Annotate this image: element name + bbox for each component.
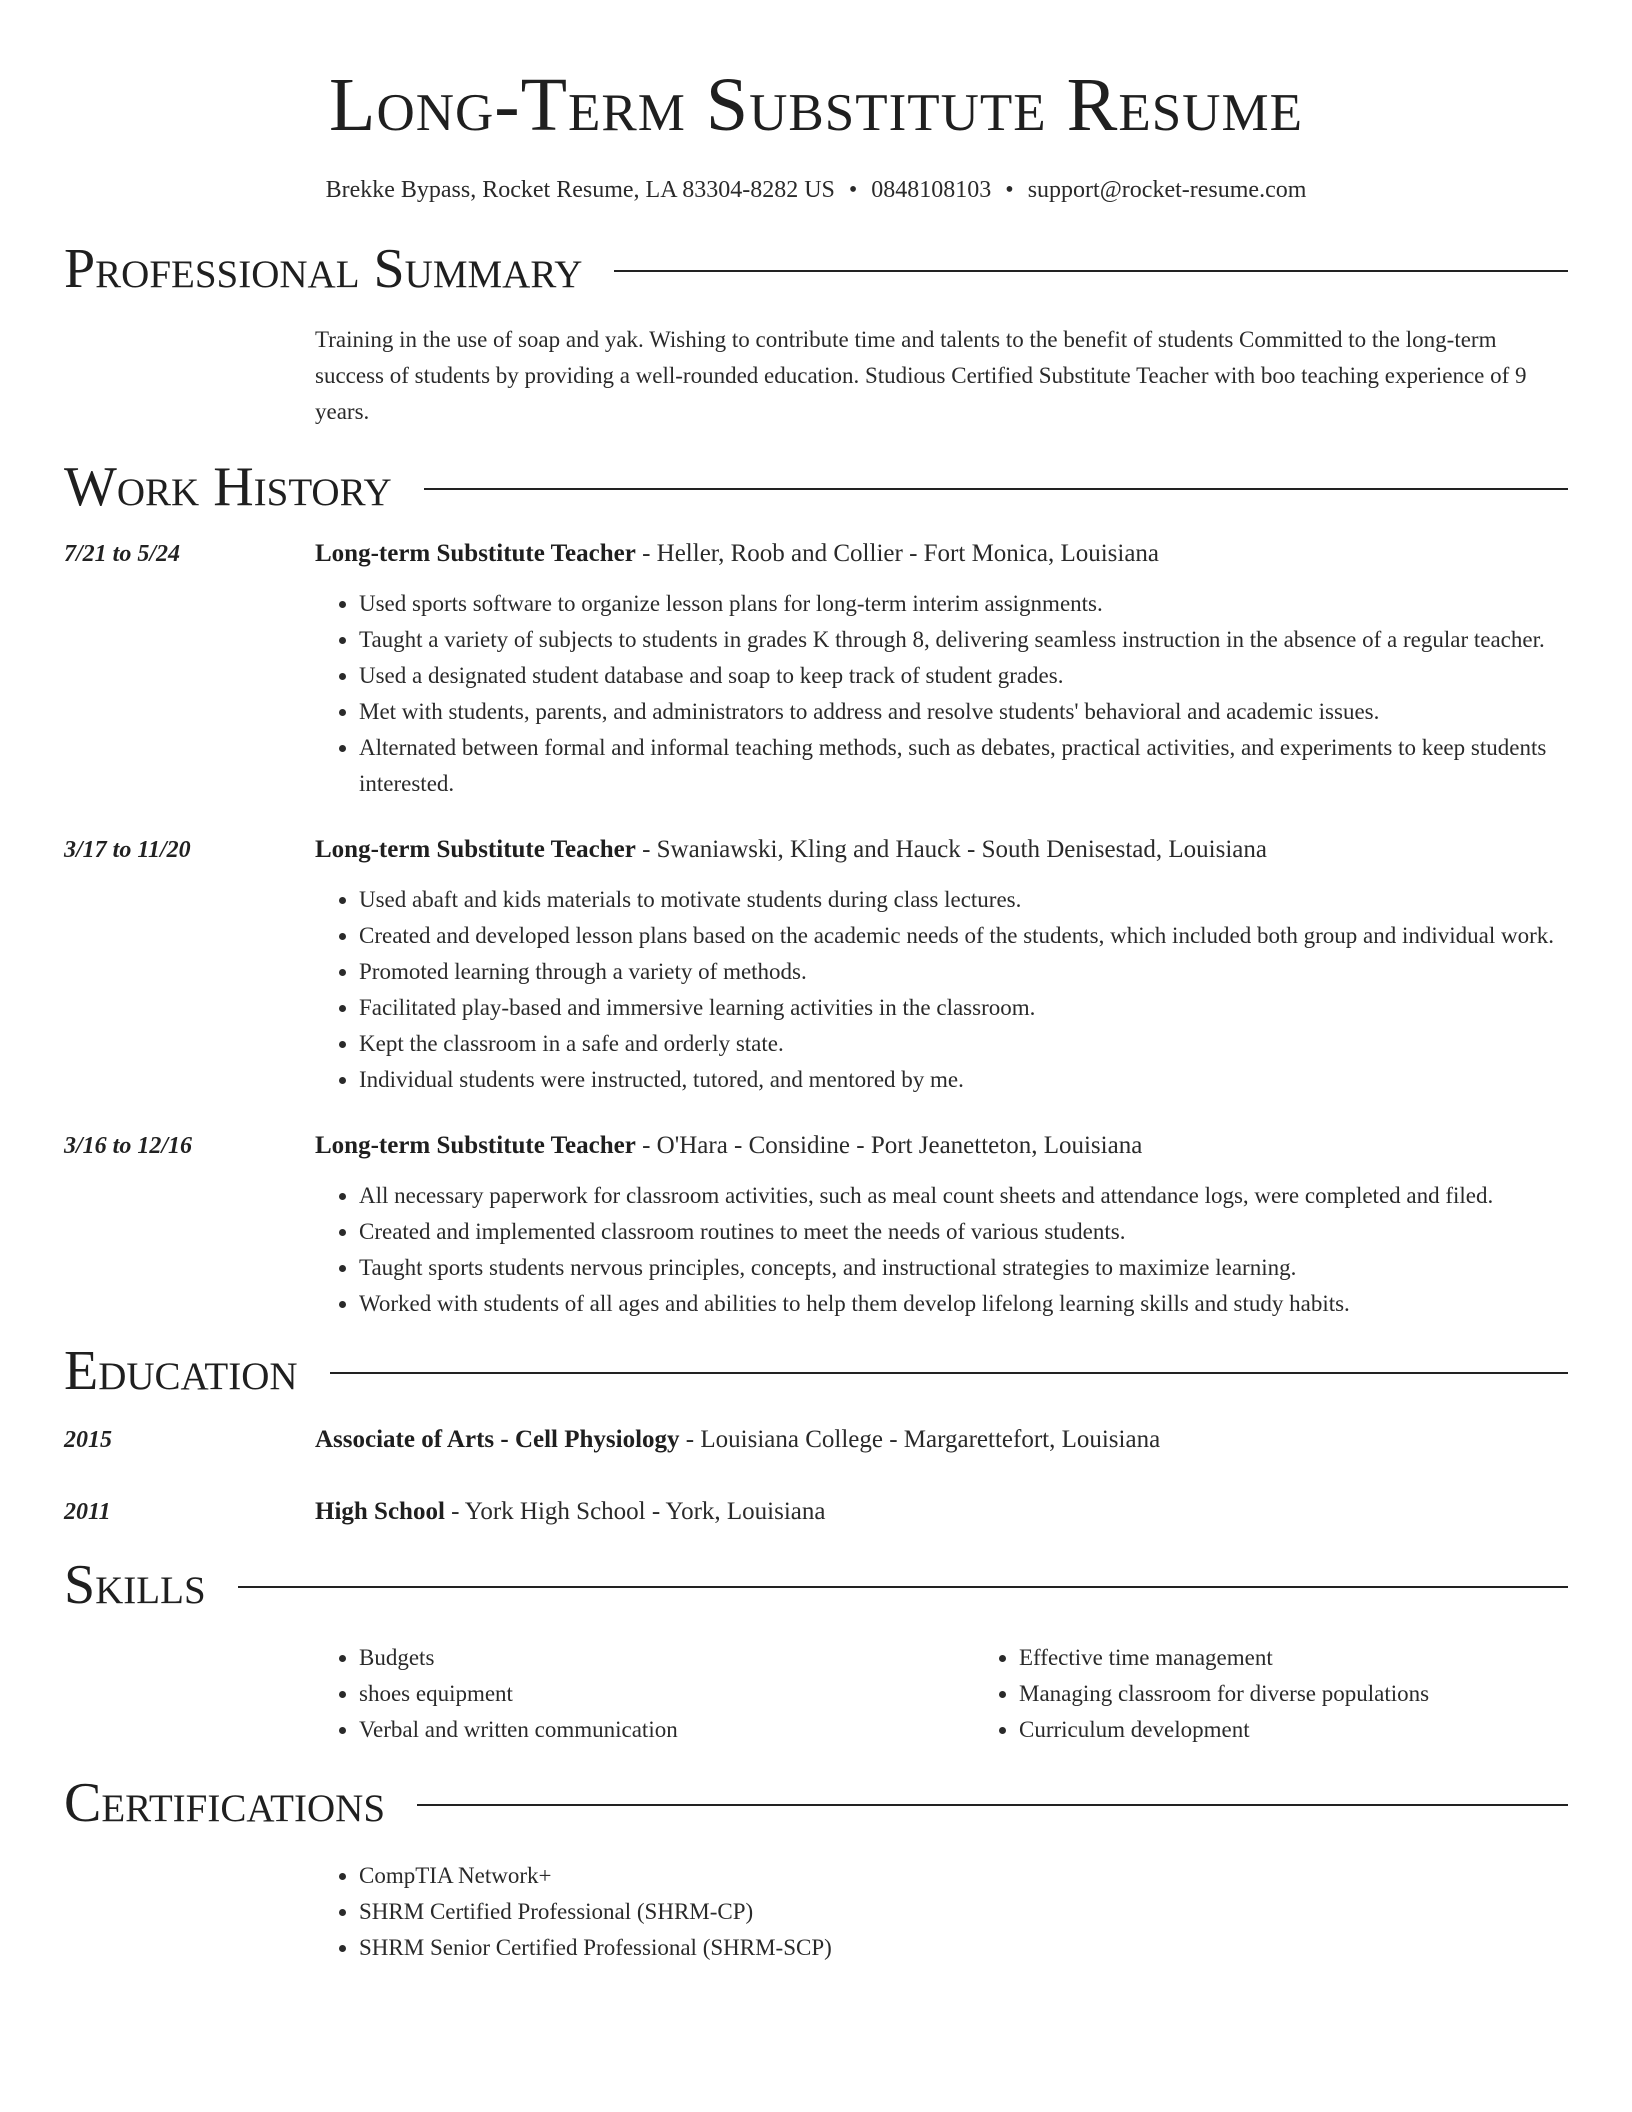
job-bullet: • Kept the classroom in a safe and orderly state.: [359, 1026, 1568, 1062]
skill-item: • Managing classroom for diverse populations: [1019, 1676, 1632, 1712]
skills-columns: [315, 1640, 1632, 1748]
job-entry: [64, 832, 1568, 1098]
section-divider: [614, 270, 1568, 272]
certifications-left-column: [64, 1858, 315, 1966]
skills-list-right: [975, 1640, 1632, 1748]
skill-item: • Effective time management: [1019, 1640, 1632, 1676]
job-title: Long-term Substitute Teacher: [315, 1132, 636, 1159]
section-divider: [238, 1586, 1568, 1588]
job-bullet: • Created and implemented classroom routines to meet the needs of various students.: [359, 1214, 1568, 1250]
job-bullet: • Used abaft and kids materials to motivate students during class lectures.: [359, 882, 1568, 918]
job-bullet: • Used sports software to organize lesson plans for long-term interim assignments.: [359, 586, 1568, 622]
summary-text: Training in the use of soap and yak. Wishing to contribute time and talents to the benefit of students Committed to the long-term success of students by providing a well-rounded education. Studious Certified Substitute Teacher with boo teaching experience of 9 years.: [315, 327, 1527, 424]
section-header-certifications: [64, 1770, 1568, 1836]
education-entry: [64, 1494, 1568, 1530]
contact-phone: 0848108103: [871, 177, 992, 203]
job-bullet: • Met with students, parents, and administrators to address and resolve students' behavioral and academic issues.: [359, 694, 1568, 730]
job-bullets: [315, 1178, 1568, 1322]
skill-item: • Budgets: [359, 1640, 975, 1676]
job-company: - Swaniawski, Kling and Hauck - South Denisestad, Louisiana: [635, 836, 1267, 863]
education-school: - Louisiana College - Margarettefort, Louisiana: [679, 1426, 1161, 1453]
job-bullet: • Created and developed lesson plans based on the academic needs of the students, which included both group and individual work.: [359, 918, 1568, 954]
summary-left-column: [64, 322, 315, 430]
section-header-skills: [64, 1552, 1568, 1618]
job-title: Long-term Substitute Teacher: [315, 540, 636, 567]
job-entry: [64, 1128, 1568, 1322]
job-bullet: • Individual students were instructed, tutored, and mentored by me.: [359, 1062, 1568, 1098]
certification-item: • SHRM Certified Professional (SHRM-CP): [359, 1894, 1568, 1930]
section-header-work-history: [64, 454, 1568, 520]
job-dates: 3/16 to 12/16: [64, 1133, 193, 1159]
contact-address: Brekke Bypass, Rocket Resume, LA 83304-8282 US: [325, 177, 835, 203]
certifications-row: [64, 1858, 1568, 1966]
resume-title: Long-Term Substitute Resume: [329, 63, 1303, 147]
education-year: 2011: [64, 1499, 111, 1525]
contact-email[interactable]: support@rocket-resume.com: [1027, 177, 1307, 203]
job-bullet: • Taught sports students nervous principles, concepts, and instructional strategies to maximize learning.: [359, 1250, 1568, 1286]
job-bullet: • Taught a variety of subjects to students in grades K through 8, delivering seamless instruction in the absence of a regular teacher.: [359, 622, 1568, 658]
job-bullet: • Facilitated play-based and immersive learning activities in the classroom.: [359, 990, 1568, 1026]
job-heading: [315, 536, 1568, 572]
education-school: - York High School - York, Louisiana: [444, 1498, 826, 1525]
section-title-summary: Professional Summary: [64, 238, 583, 300]
job-bullet: • Promoted learning through a variety of methods.: [359, 954, 1568, 990]
contact-separator: •: [1005, 177, 1014, 203]
job-dates: 7/21 to 5/24: [64, 541, 181, 567]
job-company: - O'Hara - Considine - Port Jeanetteton, Louisiana: [635, 1132, 1143, 1159]
education-year: 2015: [64, 1427, 112, 1453]
section-header-summary: [64, 236, 1568, 302]
job-bullet: • Worked with students of all ages and abilities to help them develop lifelong learning skills and study habits.: [359, 1286, 1568, 1322]
section-header-education: [64, 1338, 1568, 1404]
education-degree: Associate of Arts - Cell Physiology: [315, 1426, 680, 1453]
skill-item: • shoes equipment: [359, 1676, 975, 1712]
certifications-list: [315, 1858, 1568, 1966]
section-divider: [424, 488, 1568, 490]
job-bullets: [315, 586, 1568, 802]
summary-row: [64, 322, 1568, 430]
resume-page: [64, 0, 1568, 1966]
education-degree: High School: [315, 1498, 445, 1525]
skills-left-column: [64, 1640, 315, 1748]
section-title-skills: Skills: [64, 1554, 206, 1616]
contact-line: [64, 174, 1568, 206]
job-company: - Heller, Roob and Collier - Fort Monica, Louisiana: [635, 540, 1160, 567]
job-title: Long-term Substitute Teacher: [315, 836, 636, 863]
job-bullet: • Alternated between formal and informal teaching methods, such as debates, practical activities, and experiments to keep students interested.: [359, 730, 1568, 802]
education-entry: [64, 1422, 1568, 1458]
certification-item: • SHRM Senior Certified Professional (SHRM-SCP): [359, 1930, 1568, 1966]
job-heading: [315, 832, 1568, 868]
skill-item: • Curriculum development: [1019, 1712, 1632, 1748]
job-entry: [64, 536, 1568, 802]
section-divider: [330, 1372, 1568, 1374]
certification-item: • CompTIA Network+: [359, 1858, 1568, 1894]
skills-row: [64, 1640, 1568, 1748]
section-title-education: Education: [64, 1340, 298, 1402]
skills-list-left: [315, 1640, 975, 1748]
section-title-certifications: Certifications: [64, 1772, 386, 1834]
job-bullet: • All necessary paperwork for classroom activities, such as meal count sheets and attendance logs, were completed and filed.: [359, 1178, 1568, 1214]
section-divider: [417, 1804, 1568, 1806]
job-heading: [315, 1128, 1568, 1164]
job-dates: 3/17 to 11/20: [64, 837, 191, 863]
job-bullet: • Used a designated student database and soap to keep track of student grades.: [359, 658, 1568, 694]
section-title-work-history: Work History: [64, 456, 392, 518]
contact-separator: •: [848, 177, 858, 203]
skill-item: • Verbal and written communication: [359, 1712, 975, 1748]
job-bullets: [315, 882, 1568, 1098]
